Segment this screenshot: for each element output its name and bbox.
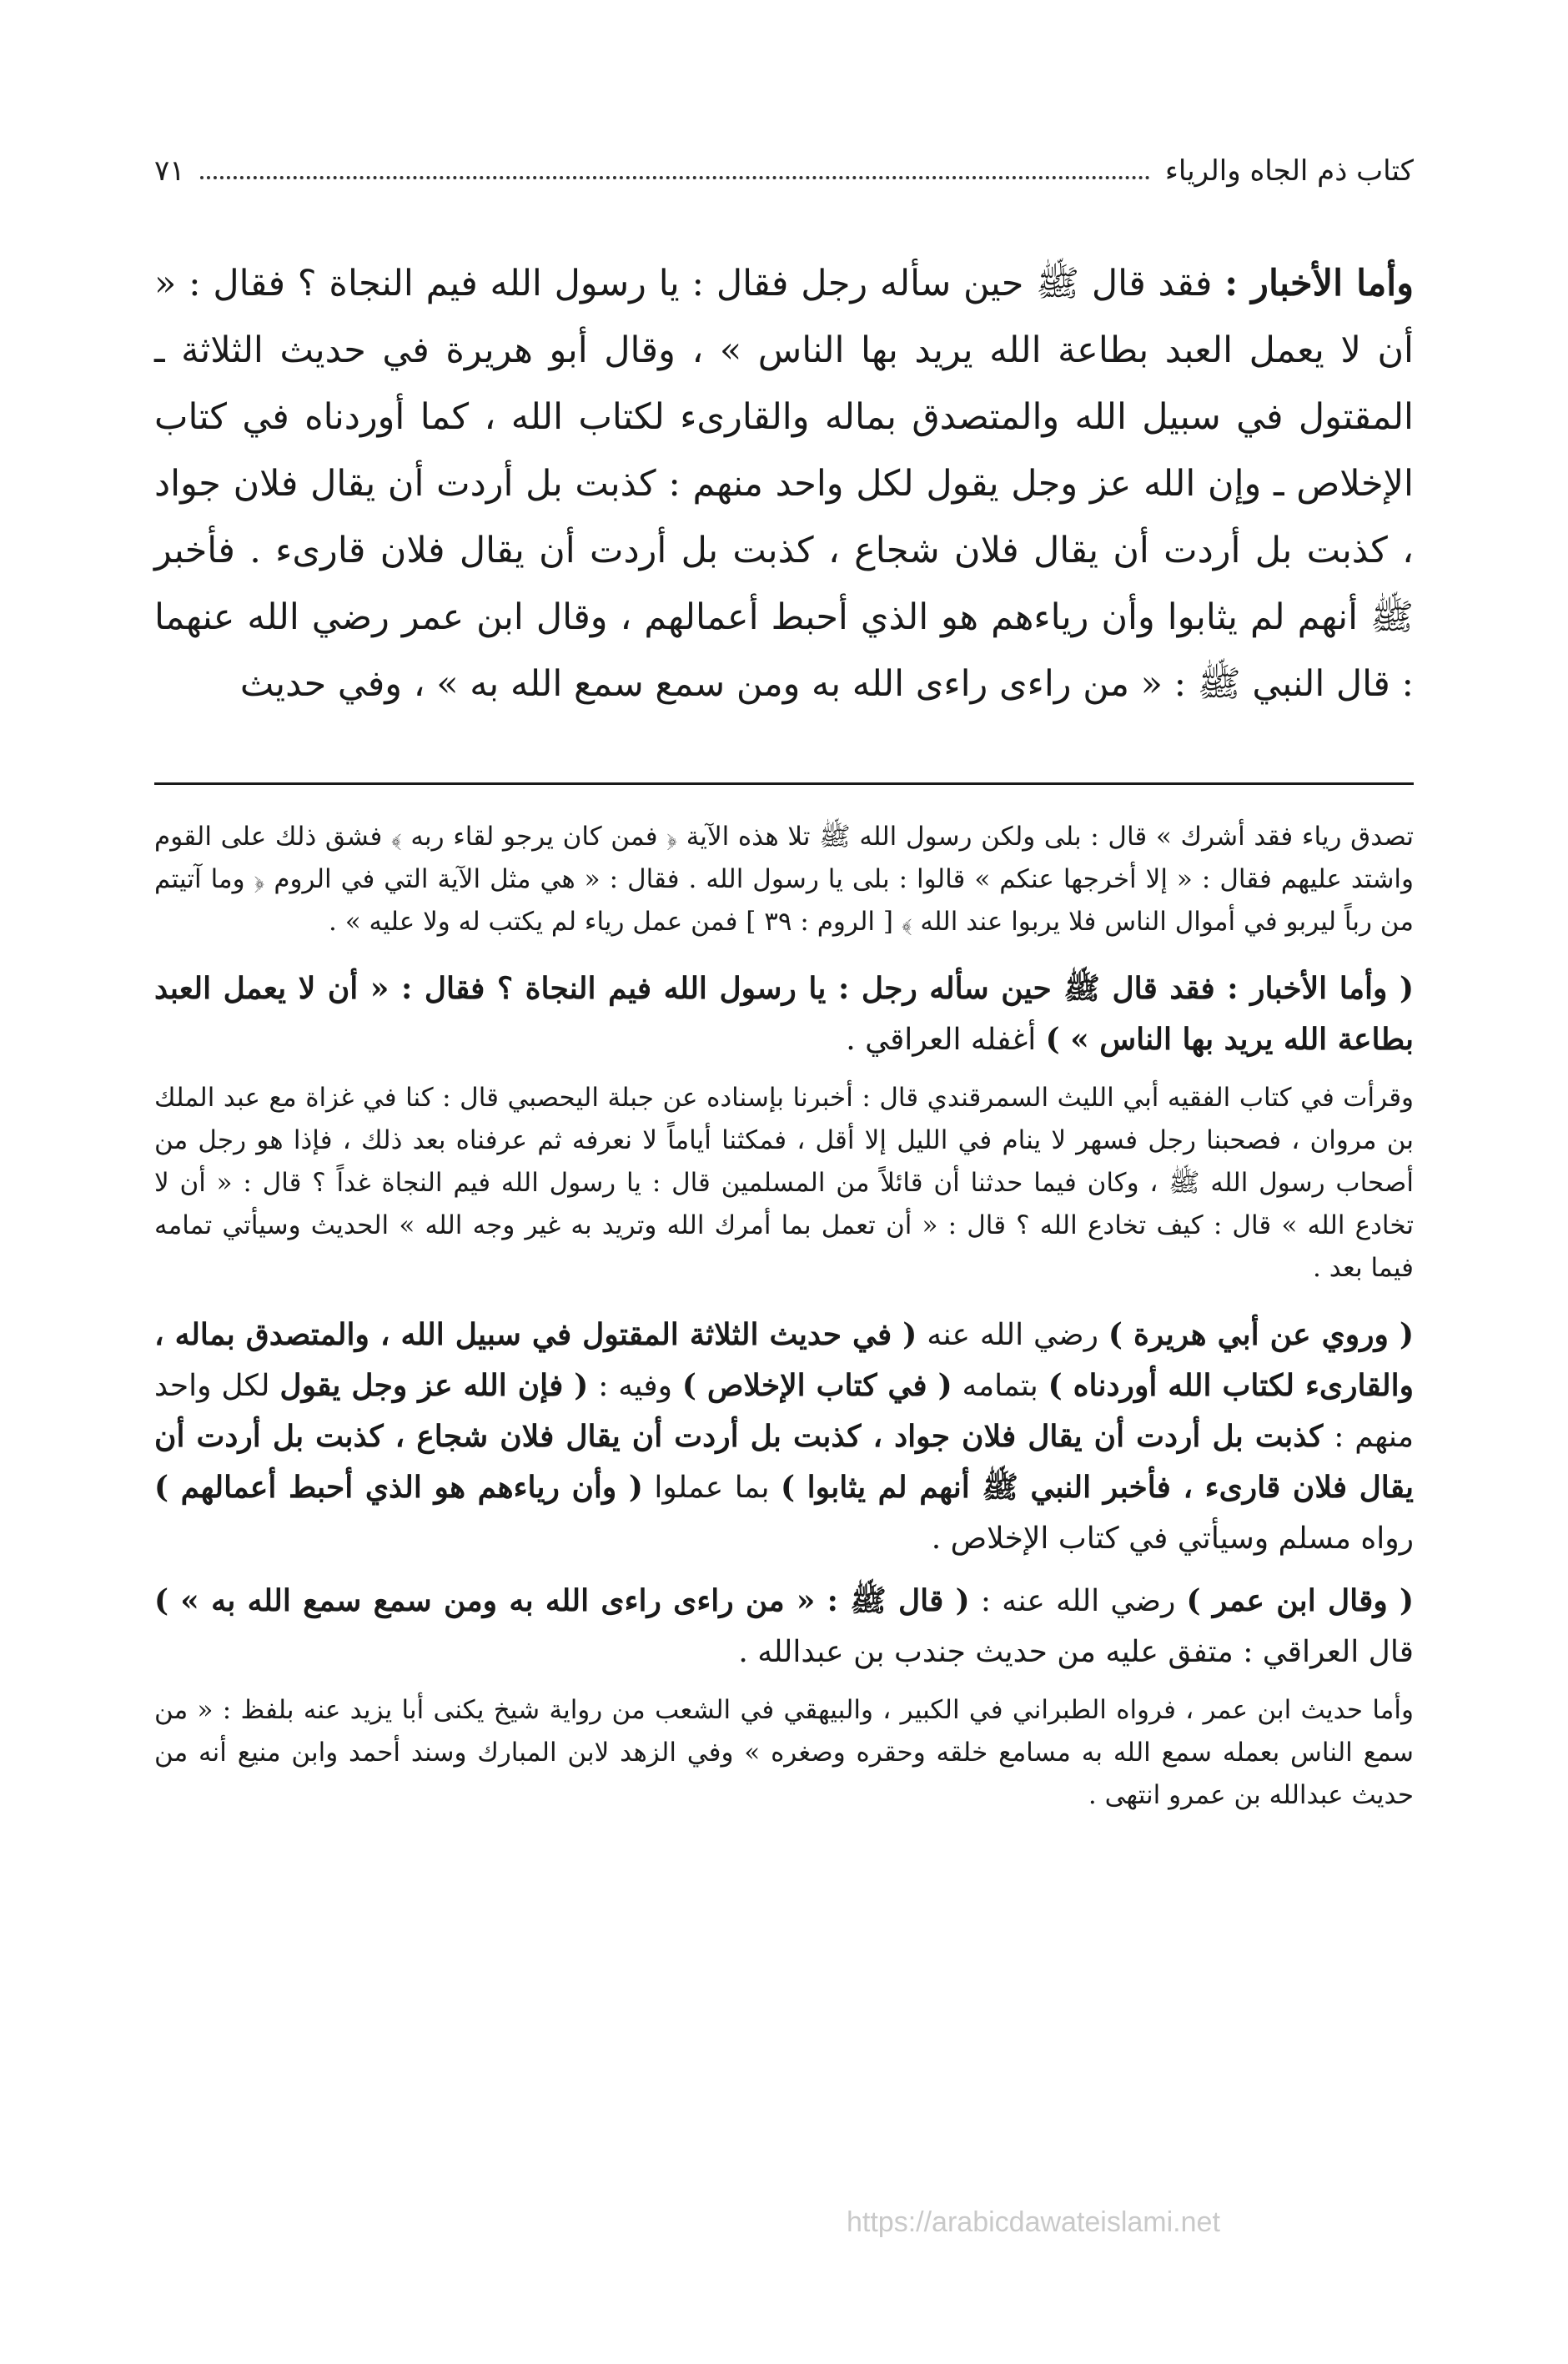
- commentary: [154, 816, 1414, 1828]
- continued-footnote: تصدق رياء فقد أشرك » قال : بلى ولكن رسول الله ﷺ تلا هذه الآية ﴿ فمن كان يرجو لقاء ربه ﴾ فشق ذلك على القوم واشتد عليهم فقال : « إلا أخرجها عنكم » قالوا : بلى يا رسول الله . فقال : « هي مثل الآية التي في الروم ﴿ وما آتيتم من رباً ليربو في أموال الناس فلا يربوا عند الله ﴾ [ الروم : ٣٩ ] فمن عمل رياء لم يكتب له ولا عليه » .: [154, 822, 1414, 937]
- quoted-text: كذبت بل أردت أن يقال فلان جواد ، كذبت بل أردت أن يقال فلان شجاع ، كذبت بل أردت أن يقال فلان قارىء ، فأخبر النبي ﷺ أنهم لم يثابوا ): [154, 1419, 1414, 1505]
- commentary-text: أغفله العراقي .: [846, 1023, 1046, 1057]
- chapter-title: كتاب ذم الجاه والرياء: [1164, 154, 1414, 188]
- commentary-text: بما عملوا: [642, 1471, 781, 1505]
- commentary-text: وفيه :: [588, 1369, 682, 1403]
- quoted-text: ( وأن رياءهم هو الذي أحبط أعمالهم ): [154, 1470, 643, 1505]
- main-paragraph: [154, 250, 1414, 717]
- commentary-text: رضي الله عنه: [917, 1318, 1108, 1352]
- commentary-note-1: وقرأت في كتاب الفقيه أبي الليث السمرقندي قال : أخبرنا بإسناده عن جبلة اليحصبي قال : كنا في غزاة مع عبد الملك بن مروان ، فصحبنا رجل فسهر لا ينام في الليل إلا أقل ، فمكثنا أياماً لا نعرفه ثم عرفناه بعد ذلك ، فإذا هو رجل من أصحاب رسول الله ﷺ ، وكان فيما حدثنا أن قائلاً من المسلمين قال : يا رسول الله فيم النجاة غداً ؟ قال : « أن لا تخادع الله » قال : كيف تخادع الله ؟ قال : « أن تعمل بما أمرك الله وتريد به غير وجه الله » الحديث وسيأتي تمامه فيما بعد .: [154, 1083, 1414, 1283]
- quoted-text: ( وأما الأخبار : فقد قال ﷺ حين سأله رجل : يا رسول الله فيم النجاة ؟ فقال : « أن لا يعمل العبد بطاعة الله يريد بها الناس » ): [154, 971, 1414, 1057]
- commentary-text: قال العراقي : متفق عليه من حديث جندب بن عبدالله .: [738, 1635, 1414, 1669]
- leader-dots: [200, 176, 1150, 179]
- main-body: فقد قال ﷺ حين سأله رجل فقال : يا رسول الله فيم النجاة ؟ فقال : « أن لا يعمل العبد بطاعة الله يريد بها الناس » ، وقال أبو هريرة في حديث الثلاثة ـ المقتول في سبيل الله والمتصدق بماله والقارىء لكتاب الله ، كما أوردناه في كتاب الإخلاص ـ وإن الله عز وجل يقول لكل واحد منهم : كذبت بل أردت أن يقال فلان جواد ، كذبت بل أردت أن يقال فلان شجاع ، كذبت بل أردت أن يقال فلان قارىء . فأخبر ﷺ أنهم لم يثابوا وأن رياءهم هو الذي أحبط أعمالهم ، وقال ابن عمر رضي الله عنهما : قال النبي ﷺ : « من راءى راءى الله به ومن سمع سمع الله به » ، وفي حديث: [154, 263, 1414, 705]
- watermark-url: https://arabicdawateislami.net: [847, 2206, 1220, 2238]
- commentary-text: لكل واحد منهم :: [154, 1369, 1414, 1454]
- quoted-text: ( فإن الله عز وجل يقول: [279, 1368, 589, 1403]
- quoted-text: ( وقال ابن عمر ): [1186, 1583, 1415, 1618]
- page-number: ٧١: [154, 154, 185, 188]
- commentary-text: بتمامه: [952, 1369, 1048, 1403]
- commentary-note-3: وأما حديث ابن عمر ، فرواه الطبراني في الكبير ، والبيهقي في الشعب من رواية شيخ يكنى أبا يزيد عنه بلفظ : « من سمع الناس بعمله سمع الله به مسامع خلقه وحقره وصغره » وفي الزهد لابن المبارك وسند أحمد وابن منيع أنه من حديث عبدالله بن عمرو انتهى .: [154, 1695, 1414, 1810]
- commentary-text: رواه مسلم وسيأتي في كتاب الإخلاص .: [931, 1522, 1414, 1556]
- running-head: [154, 146, 1414, 196]
- section-lead: وأما الأخبار :: [1224, 263, 1415, 304]
- commentary-block-1: [154, 963, 1414, 1065]
- footnote-divider: [154, 782, 1414, 785]
- main-text: [154, 250, 1414, 717]
- commentary-text: رضي الله عنه :: [969, 1584, 1187, 1618]
- quoted-text: ( قال ﷺ : « من راءى راءى الله به ومن سمع سمع الله به » ): [154, 1583, 970, 1618]
- quoted-text: ( وروي عن أبي هريرة ): [1108, 1317, 1414, 1352]
- quoted-text: ( في حديث الثلاثة المقتول في سبيل الله ، والمتصدق بماله ، والقارىء لكتاب الله أوردناه ): [154, 1317, 1415, 1403]
- quoted-text: ( في كتاب الإخلاص ): [681, 1368, 952, 1403]
- commentary-block-2: [154, 1310, 1414, 1564]
- commentary-block-3: [154, 1576, 1414, 1677]
